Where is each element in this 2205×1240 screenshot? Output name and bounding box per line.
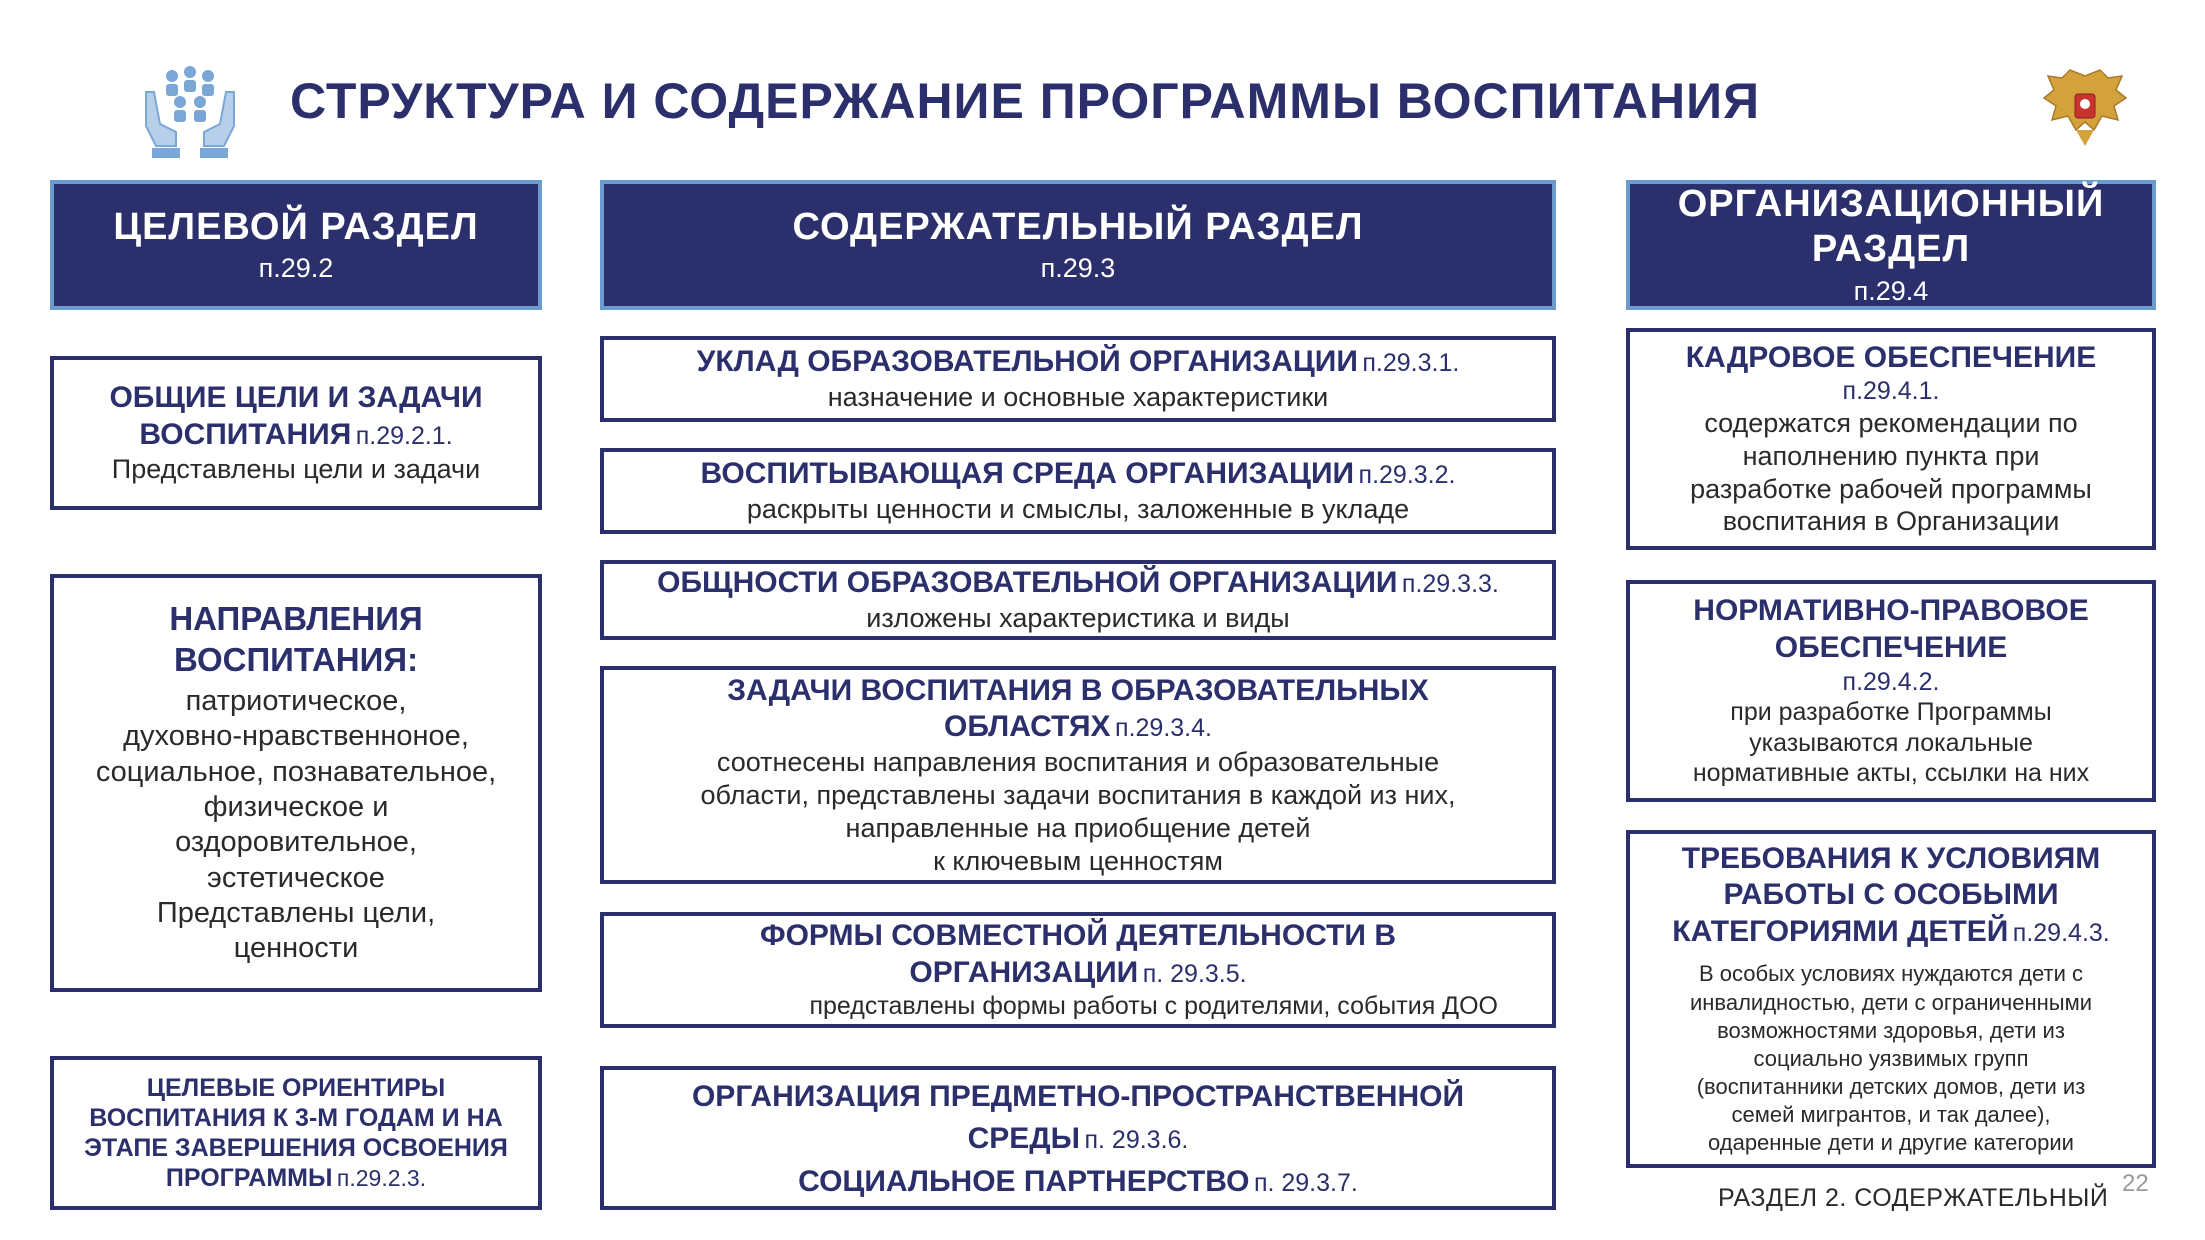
page-number: 22	[2122, 1170, 2149, 1197]
directions-box	[50, 574, 542, 992]
section-header-content-title: СОДЕРЖАТЕЛЬНЫЙ РАЗДЕЛ	[792, 205, 1364, 248]
partnership-box-title: СОЦИАЛЬНОЕ ПАРТНЕРСТВО	[798, 1164, 1250, 1198]
communities-box	[600, 560, 1556, 640]
special-categories-ref: п.29.4.3.	[2012, 918, 2110, 947]
directions-line: патриотическое,	[185, 684, 407, 717]
goals-box	[50, 356, 542, 510]
staffing-line: воспитания в Организации	[1722, 506, 2060, 537]
section-header-target-ref: п.29.2	[258, 253, 334, 284]
goals-box-title: ОБЩИЕ ЦЕЛИ И ЗАДАЧИ ВОСПИТАНИЯ	[109, 380, 483, 451]
partnership-box-ref: п. 29.3.7.	[1253, 1168, 1358, 1197]
directions-box-title: НАПРАВЛЕНИЯ ВОСПИТАНИЯ:	[169, 600, 423, 678]
directions-line: социальное, познавательное,	[95, 755, 497, 788]
communities-box-ref: п.29.3.3.	[1401, 570, 1499, 599]
legal-box-title: НОРМАТИВНО-ПРАВОВОЕ ОБЕСПЕЧЕНИЕ	[1693, 594, 2089, 664]
special-categories-line: социально уязвимых групп	[1753, 1045, 2029, 1071]
special-categories-box	[1626, 830, 2156, 1168]
communities-box-title: ОБЩНОСТИ ОБРАЗОВАТЕЛЬНОЙ ОРГАНИЗАЦИИ	[657, 566, 1398, 600]
forms-box-ref: п. 29.3.5.	[1142, 959, 1247, 988]
legal-line: нормативные акты, ссылки на них	[1692, 759, 2090, 788]
tasks-box-ref: п.29.3.4.	[1115, 714, 1212, 743]
environment-box	[600, 448, 1556, 534]
section-header-organizational-title: ОРГАНИЗАЦИОННЫЙ РАЗДЕЛ	[1677, 183, 2105, 271]
legal-line: при разработке Программы	[1730, 698, 2052, 727]
special-categories-line: В особых условиях нуждаются дети с	[1699, 961, 2083, 987]
legal-box	[1626, 580, 2156, 802]
forms-box-text: представлены формы работы с родителями, события ДОО	[809, 992, 1498, 1021]
environment-box-text: раскрыты ценности и смыслы, заложенные в укладе	[746, 493, 1410, 524]
section-header-target-title: ЦЕЛЕВОЙ РАЗДЕЛ	[113, 205, 479, 248]
special-categories-line: (воспитанники детских домов, дети из	[1696, 1073, 2086, 1099]
tasks-line: соотнесены направления воспитания и образовательные	[716, 746, 1440, 777]
structure-box-text: назначение и основные характеристики	[827, 381, 1329, 412]
directions-line: эстетическое	[207, 861, 385, 894]
forms-box	[600, 912, 1556, 1028]
staffing-line: наполнению пункта при	[1742, 440, 2040, 471]
targets-box-title: ЦЕЛЕВЫЕ ОРИЕНТИРЫ ВОСПИТАНИЯ К 3-М ГОДАМ И НА ЭТАПЕ ЗАВЕРШЕНИЯ ОСВОЕНИЯ ПРОГРАММЫ	[84, 1074, 508, 1192]
tasks-line: направленные на приобщение детей	[845, 812, 1311, 843]
staffing-line: разработке рабочей программы	[1690, 473, 2092, 504]
section-header-organizational	[1626, 180, 2156, 310]
directions-line: физическое и	[203, 790, 389, 823]
legal-box-ref: п.29.4.2.	[1842, 667, 1940, 696]
environment-box-title: ВОСПИТЫВАЮЩАЯ СРЕДА ОРГАНИЗАЦИИ	[700, 457, 1355, 491]
section-header-content	[600, 180, 1556, 310]
page-title: СТРУКТУРА И СОДЕРЖАНИЕ ПРОГРАММЫ ВОСПИТАНИЯ	[290, 73, 1761, 129]
space-partnership-box	[600, 1066, 1556, 1210]
structure-box	[600, 336, 1556, 422]
section-header-content-ref: п.29.3	[1040, 253, 1116, 284]
space-box-ref: п. 29.3.6.	[1084, 1125, 1189, 1154]
tasks-line: области, представлены задачи воспитания в каждой из них,	[700, 779, 1456, 810]
coat-of-arms-emblem	[2040, 68, 2130, 150]
staffing-line: содержатся рекомендации по	[1704, 407, 2078, 438]
goals-box-text: Представлены цели и задачи	[111, 454, 481, 485]
communities-box-text: изложены характеристика и виды	[866, 602, 1290, 633]
environment-box-ref: п.29.3.2.	[1358, 461, 1456, 490]
section-header-target	[50, 180, 542, 310]
section-header-organizational-ref: п.29.4	[1853, 275, 1929, 306]
directions-line: Представлены цели,	[156, 897, 436, 929]
staffing-box-title: КАДРОВОЕ ОБЕСПЕЧЕНИЕ	[1685, 340, 2097, 374]
special-categories-line: семей мигрантов, и так далее),	[1731, 1102, 2051, 1128]
targets-box	[50, 1056, 542, 1210]
footer-section-label: РАЗДЕЛ 2. СОДЕРЖАТЕЛЬНЫЙ	[1718, 1184, 2109, 1212]
tasks-line: к ключевым ценностям	[933, 845, 1223, 876]
special-categories-line: возможностями здоровья, дети из	[1717, 1017, 2065, 1043]
tasks-box	[600, 666, 1556, 884]
goals-box-ref: п.29.2.1.	[355, 421, 453, 450]
special-categories-line: одаренные дети и другие категории	[1708, 1130, 2074, 1156]
targets-box-ref: п.29.2.3.	[336, 1165, 427, 1191]
forms-box-title: ФОРМЫ СОВМЕСТНОЙ ДЕЯТЕЛЬНОСТИ В ОРГАНИЗАЦИИ	[759, 919, 1396, 989]
special-categories-line: инвалидностью, дети с ограниченными	[1689, 989, 2093, 1015]
directions-line: оздоровительное,	[175, 826, 417, 859]
legal-line: указываются локальные	[1749, 728, 2033, 757]
staffing-box-ref: п.29.4.1.	[1842, 377, 1940, 406]
structure-box-ref: п.29.3.1.	[1362, 349, 1460, 378]
structure-box-title: УКЛАД ОБРАЗОВАТЕЛЬНОЙ ОРГАНИЗАЦИИ	[696, 345, 1358, 379]
special-categories-title: ТРЕБОВАНИЯ К УСЛОВИЯМ РАБОТЫ С ОСОБЫМИ КАТЕГОРИЯМИ ДЕТЕЙ	[1672, 841, 2101, 948]
tasks-box-title: ЗАДАЧИ ВОСПИТАНИЯ В ОБРАЗОВАТЕЛЬНЫХ ОБЛАСТЯХ	[727, 673, 1429, 744]
directions-line: духовно-нравственноное,	[123, 720, 469, 753]
people-hands-icon	[140, 62, 240, 162]
space-box-title: ОРГАНИЗАЦИЯ ПРЕДМЕТНО-ПРОСТРАНСТВЕННОЙ СРЕДЫ	[691, 1079, 1465, 1155]
staffing-box	[1626, 328, 2156, 550]
directions-line: ценности	[233, 932, 359, 965]
